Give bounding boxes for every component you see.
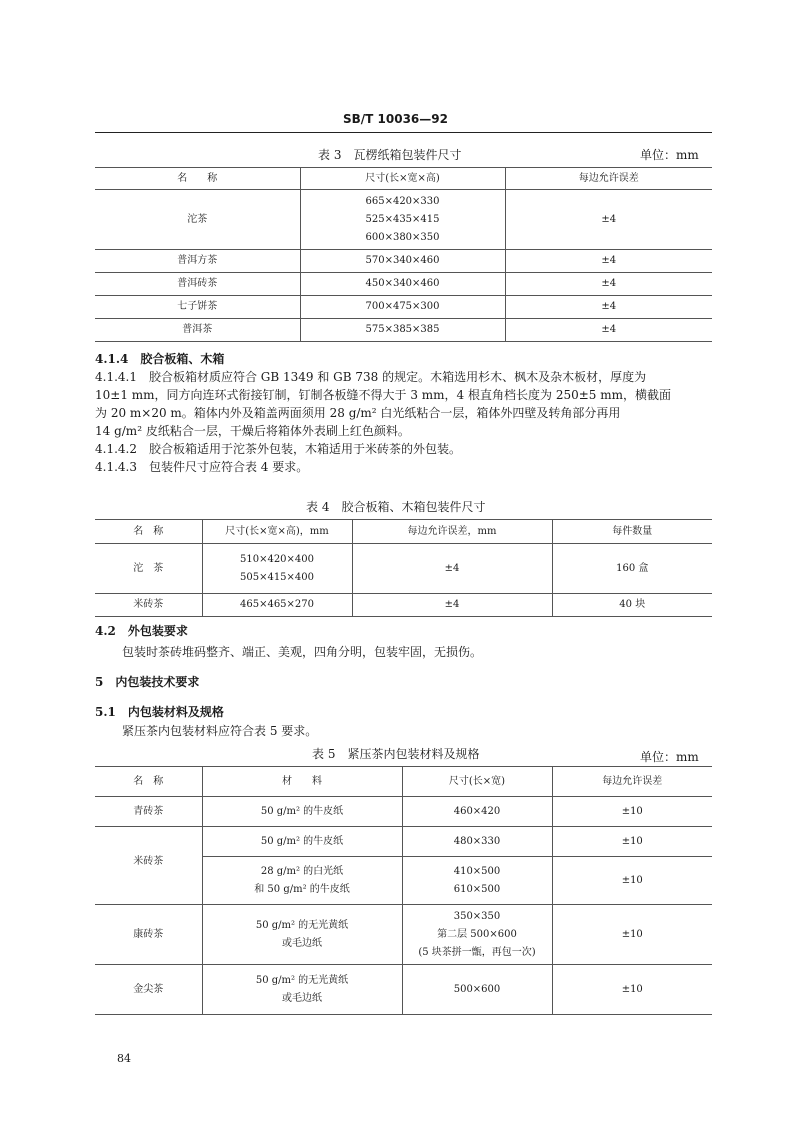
table5-cell-material: 50 g/m² 的牛皮纸 — [202, 827, 402, 857]
table5-cell-name: 米砖茶 — [95, 827, 202, 905]
table-row — [95, 797, 712, 827]
paragraph-line: 10±1 mm，同方向连环式衔接钉制，钉制各板缝不得大于 3 mm，4 根直角档长度为 250±5 mm，横截面 — [95, 388, 671, 402]
table3-cell-size — [300, 190, 505, 250]
table4-cell-qty: 160 盒 — [552, 544, 712, 594]
table3-cell-size: 450×340×460 — [300, 273, 505, 296]
material-line: 或毛边纸 — [282, 992, 322, 1004]
table5-unit: 单位：mm — [640, 750, 699, 764]
table4-header-name: 名 称 — [95, 520, 202, 544]
table5-cell-size — [402, 857, 552, 905]
size-line: 610×500 — [453, 883, 501, 895]
section-5-1-heading: 5.1 内包装材料及规格 — [95, 705, 224, 719]
paragraph-line: 4.1.4.2 胶合板箱适用于沱茶外包装，木箱适用于米砖茶的外包装。 — [95, 442, 461, 456]
material-line: 和 50 g/m² 的牛皮纸 — [254, 883, 350, 895]
table3-cell-tol: ±4 — [505, 273, 712, 296]
table5-header-name: 名 称 — [95, 767, 202, 797]
table-row — [95, 905, 712, 965]
table5-header-size: 尺寸(长×宽) — [402, 767, 552, 797]
table4 — [95, 519, 712, 617]
table-row — [95, 544, 712, 594]
table4-header-tol: 每边允许误差，mm — [352, 520, 552, 544]
size-line: 600×380×350 — [365, 231, 440, 243]
table5-cell-size — [402, 905, 552, 965]
table3-cell-name: 沱茶 — [95, 190, 300, 250]
table4-cell-size — [202, 544, 352, 594]
table3-cell-name: 普洱方茶 — [95, 250, 300, 273]
table5-cell-tol: ±10 — [552, 827, 712, 857]
size-line: 505×415×400 — [239, 571, 315, 583]
table3 — [95, 167, 712, 342]
table3-cell-tol: ±4 — [505, 319, 712, 342]
table3-cell-tol: ±4 — [505, 190, 712, 250]
table3-cell-size: 570×340×460 — [300, 250, 505, 273]
table3-header-size: 尺寸(长×宽×高) — [300, 168, 505, 190]
table5-cell-material — [202, 905, 402, 965]
page-number: 84 — [117, 1052, 131, 1065]
table3-cell-name: 七子饼茶 — [95, 296, 300, 319]
table3-cell-size: 700×475×300 — [300, 296, 505, 319]
table-row — [95, 296, 712, 319]
table3-cell-tol: ±4 — [505, 250, 712, 273]
table4-header-size: 尺寸(长×宽×高)，mm — [202, 520, 352, 544]
header-rule — [95, 132, 712, 133]
table5-cell-size: 480×330 — [402, 827, 552, 857]
table-row — [95, 594, 712, 617]
section-4-1-4 — [95, 350, 715, 476]
table-row — [95, 250, 712, 273]
paragraph-line: 4.1.4.3 包装件尺寸应符合表 4 要求。 — [95, 460, 309, 474]
material-line: 28 g/m² 的白光纸 — [260, 865, 344, 877]
table5-cell-size: 500×600 — [402, 965, 552, 1015]
table-row — [95, 190, 712, 250]
table5-cell-tol: ±10 — [552, 857, 712, 905]
size-line: 665×420×330 — [365, 195, 440, 207]
table-row — [95, 827, 712, 857]
table4-cell-tol: ±4 — [352, 594, 552, 617]
size-line: 350×350 — [453, 910, 501, 922]
table4-cell-name: 沱 茶 — [95, 544, 202, 594]
table3-cell-name: 普洱茶 — [95, 319, 300, 342]
table3-header-name: 名 称 — [95, 168, 300, 190]
table3-cell-tol: ±4 — [505, 296, 712, 319]
table5-header-material: 材 料 — [202, 767, 402, 797]
size-line: 525×435×415 — [365, 213, 440, 225]
table4-caption: 表 4 胶合板箱、木箱包装件尺寸 — [306, 500, 486, 514]
table-row — [95, 319, 712, 342]
material-line: 50 g/m² 的无光黄纸 — [255, 974, 349, 986]
table5-cell-tol: ±10 — [552, 905, 712, 965]
material-line: 50 g/m² 的无光黄纸 — [255, 919, 349, 931]
table5-cell-tol: ±10 — [552, 965, 712, 1015]
paragraph-line: 4.1.4.1 胶合板箱材质应符合 GB 1349 和 GB 738 的规定。木箱选用杉木、枫木及杂木板材，厚度为 — [95, 370, 647, 384]
section-4-2-heading: 4.2 外包装要求 — [95, 624, 188, 638]
table-row — [95, 273, 712, 296]
section-4-2-text: 包装时茶砖堆码整齐、端正、美观，四角分明，包装牢固，无损伤。 — [122, 645, 483, 659]
table5-cell-size: 460×420 — [402, 797, 552, 827]
table4-header-qty: 每件数量 — [552, 520, 712, 544]
size-line: 410×500 — [453, 865, 501, 877]
table5-cell-name: 青砖茶 — [95, 797, 202, 827]
table5-cell-material — [202, 857, 402, 905]
paragraph-line: 为 20 m×20 m。箱体内外及箱盖两面须用 28 g/m² 白光纸粘合一层，箱体外四壁及转角部分再用 — [95, 406, 621, 420]
table3-caption: 表 3 瓦楞纸箱包装件尺寸 — [318, 148, 462, 162]
table5-cell-name: 康砖茶 — [95, 905, 202, 965]
table-row — [95, 965, 712, 1015]
table5-cell-tol: ±10 — [552, 797, 712, 827]
table4-cell-size: 465×465×270 — [202, 594, 352, 617]
table5-cell-material: 50 g/m² 的牛皮纸 — [202, 797, 402, 827]
size-line: 510×420×400 — [239, 553, 315, 565]
table5-caption: 表 5 紧压茶内包装材料及规格 — [312, 747, 480, 761]
table3-cell-size: 575×385×385 — [300, 319, 505, 342]
table3-header-tol: 每边允许误差 — [505, 168, 712, 190]
size-line: (5 块茶拼一甑，再包一次) — [418, 946, 536, 958]
table3-unit: 单位：mm — [640, 148, 699, 162]
table5-cell-material — [202, 965, 402, 1015]
section-5-1-text: 紧压茶内包装材料应符合表 5 要求。 — [122, 724, 318, 738]
table5 — [95, 766, 712, 1015]
table5-header-tol: 每边允许误差 — [552, 767, 712, 797]
table4-cell-name: 米砖茶 — [95, 594, 202, 617]
paragraph-line: 14 g/m² 皮纸粘合一层，干燥后将箱体外表刷上红色颜料。 — [95, 424, 410, 438]
standard-code: SB/T 10036—92 — [343, 112, 448, 126]
table4-cell-tol: ±4 — [352, 544, 552, 594]
section-5-heading: 5 内包装技术要求 — [95, 675, 200, 689]
table3-cell-name: 普洱砖茶 — [95, 273, 300, 296]
section-heading: 4.1.4 胶合板箱、木箱 — [95, 352, 225, 366]
material-line: 或毛边纸 — [282, 937, 322, 949]
size-line: 第二层 500×600 — [437, 928, 517, 940]
table4-cell-qty: 40 块 — [552, 594, 712, 617]
table5-cell-name: 金尖茶 — [95, 965, 202, 1015]
